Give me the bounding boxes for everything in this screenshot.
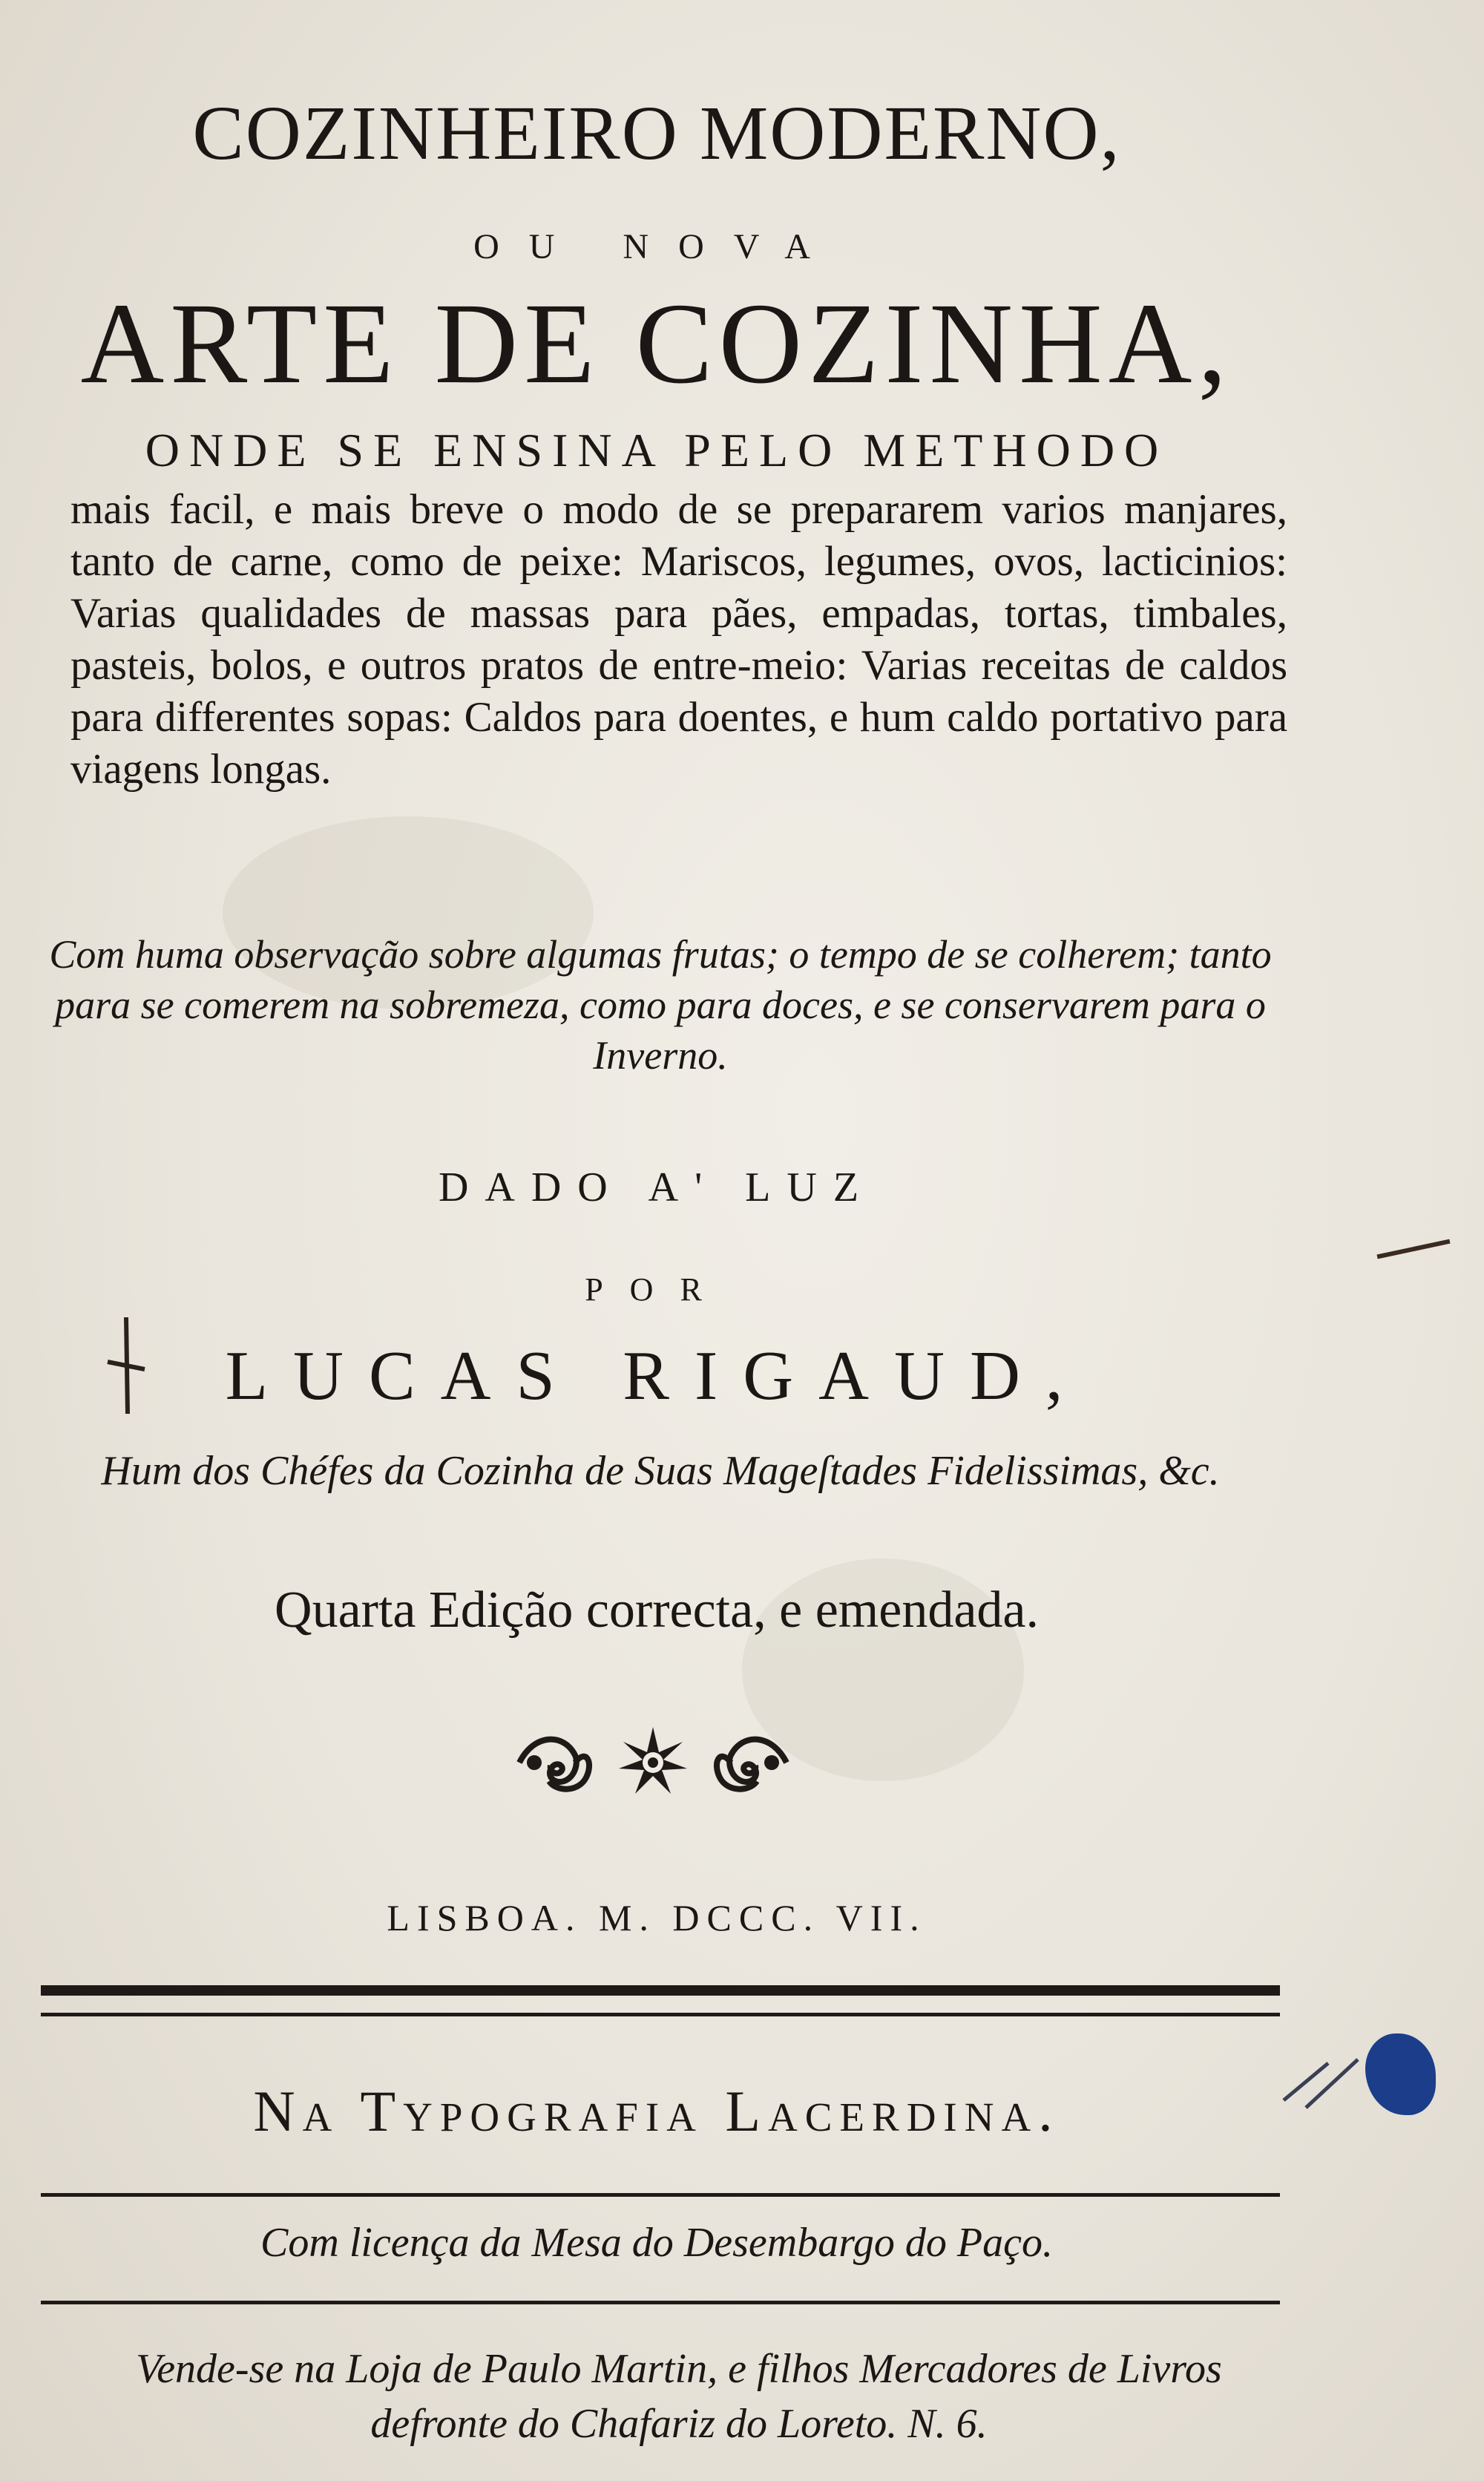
divider-rule [41, 2301, 1280, 2304]
ink-dash [1376, 1239, 1450, 1259]
seller-paragraph: Vende-se na Loja de Paulo Martin, e filhos Mercadores de Livros defronte do Chafariz do Loreto. N. 6. [136, 2346, 1222, 2447]
divider-rule [41, 2193, 1280, 2197]
title-line-2: OU NOVA [473, 227, 840, 266]
place-date: LISBOA. M. DCCC. VII. [387, 1897, 927, 1938]
author-name: LUCAS RIGAUD, [225, 1337, 1089, 1415]
thick-rule [41, 1985, 1280, 1996]
license-line: Com licença da Mesa do Desembargo do Paço. [260, 2220, 1053, 2266]
subtitle-heading: ONDE SE ENSINA PELO METHODO [145, 424, 1169, 476]
main-title: ARTE DE COZINHA, [80, 279, 1233, 407]
ink-tick-icon [104, 1317, 148, 1414]
observation-paragraph: Com huma observação sobre algumas frutas; o tempo de se colherem; tanto para se comerem na sobremeza, como para doces, e se conservarem para o Inverno. [49, 932, 1272, 1078]
thin-rule [41, 2013, 1280, 2016]
printer-name: Na Typografia Lacerdina. [253, 2079, 1060, 2143]
printers-ornament-icon [505, 1718, 801, 1807]
author-role: Hum dos Chéfes da Cozinha de Suas Mageſtades Fidelissimas, &c. [101, 1448, 1220, 1494]
by-line: POR [585, 1271, 729, 1308]
edition-line: Quarta Edição correcta, e emendada. [275, 1582, 1039, 1639]
published-line: DADO A' LUZ [438, 1164, 876, 1210]
title-line-1: COZINHEIRO MODERNO, [192, 91, 1121, 176]
description-paragraph: mais facil, e mais breve o modo de se prepararem varios manjares, tanto de carne, como de peixe: Mariscos, legumes, ovos, lacticinios: Varias qualidades de massas para pães, empadas, tortas, timbales, pasteis, bolos, e outros pratos de entre-meio: Varias receitas de caldos para differentes sopas: Caldos para doentes, e hum caldo portativo para viagens longas. [70, 486, 1287, 793]
